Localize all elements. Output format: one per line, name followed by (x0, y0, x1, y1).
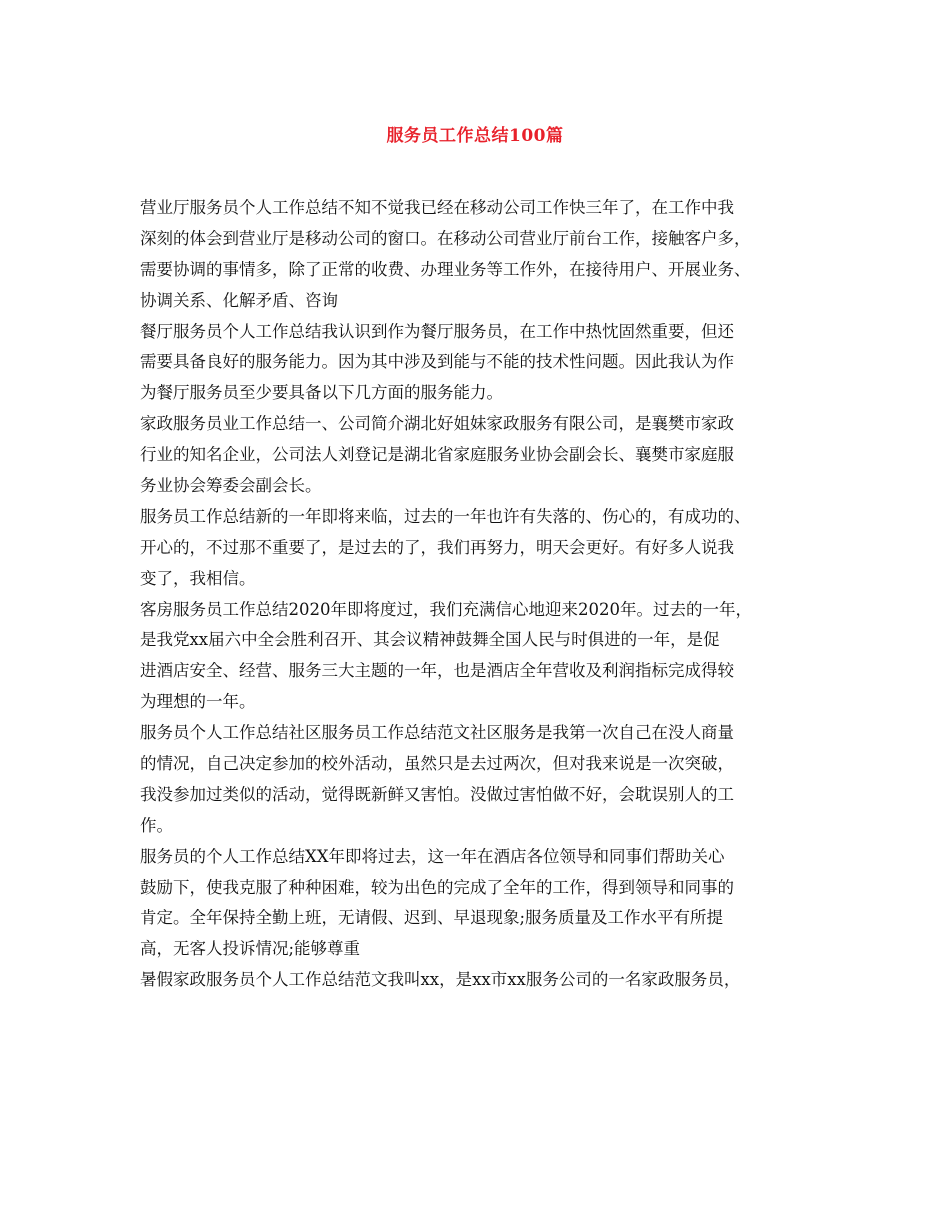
body-line: 为餐厅服务员至少要具备以下几方面的服务能力。 (140, 383, 503, 403)
body-line: 我没参加过类似的活动，觉得既新鲜又害怕。没做过害怕做不好，会耽误别人的工 (140, 784, 734, 804)
document-body (140, 193, 812, 996)
body-line: 肯定。全年保持全勤上班，无请假、迟到、早退现象;服务质量及工作水平有所提 (140, 908, 724, 928)
body-line: 暑假家政服务员个人工作总结范文我叫xx，是xx市xx服务公司的一名家政服务员， (140, 970, 741, 990)
document-title: 服务员工作总结100篇 (386, 126, 564, 146)
body-line: 作。 (140, 815, 173, 835)
body-line: 营业厅服务员个人工作总结不知不觉我已经在移动公司工作快三年了，在工作中我 (140, 198, 734, 217)
body-line: 需要具备良好的服务能力。因为其中涉及到能与不能的技术性问题。因此我认为作 (140, 352, 734, 372)
body-line: 深刻的体会到营业厅是移动公司的窗口。在移动公司营业厅前台工作，接触客户多， (140, 228, 751, 248)
body-line: 是我党xx届六中全会胜利召开、其会议精神鼓舞全国人民与时俱进的一年，是促 (140, 630, 720, 650)
body-line: 的情况，自己决定参加的校外活动，虽然只是去过两次，但对我来说是一次突破， (140, 754, 734, 774)
body-line: 服务员个人工作总结社区服务员工作总结范文社区服务是我第一次自己在没人商量 (140, 723, 734, 743)
body-line: 务业协会筹委会副会长。 (140, 476, 322, 496)
body-line: 家政服务员业工作总结一、公司简介湖北好姐妹家政服务有限公司，是襄樊市家政 (140, 414, 734, 434)
body-line: 鼓励下，使我克服了种种困难，较为出色的完成了全年的工作，得到领导和同事的 (140, 877, 734, 897)
body-line: 餐厅服务员个人工作总结我认识到作为餐厅服务员，在工作中热忱固然重要，但还 (140, 321, 734, 341)
body-line: 客房服务员工作总结2020年即将度过，我们充满信心地迎来2020年。过去的一年， (140, 599, 752, 619)
body-line: 开心的，不过那不重要了，是过去的了，我们再努力，明天会更好。有好多人说我 (140, 537, 734, 557)
body-line: 服务员工作总结新的一年即将来临，过去的一年也许有失落的、伤心的，有成功的、 (140, 506, 751, 526)
body-line: 需要协调的事情多，除了正常的收费、办理业务等工作外，在接待用户、开展业务、 (140, 259, 751, 279)
body-line: 高，无客人投诉情况;能够尊重 (140, 939, 361, 959)
body-line: 进酒店安全、经营、服务三大主题的一年，也是酒店全年营收及利润指标完成得较 (140, 661, 734, 681)
body-line: 为理想的一年。 (140, 692, 256, 712)
body-line: 行业的知名企业，公司法人刘登记是湖北省家庭服务业协会副会长、襄樊市家庭服 (140, 445, 734, 465)
body-line: 服务员的个人工作总结XX年即将过去，这一年在酒店各位领导和同事们帮助关心 (140, 846, 725, 866)
body-line: 变了，我相信。 (140, 568, 256, 588)
body-line: 协调关系、化解矛盾、咨询 (140, 290, 338, 310)
